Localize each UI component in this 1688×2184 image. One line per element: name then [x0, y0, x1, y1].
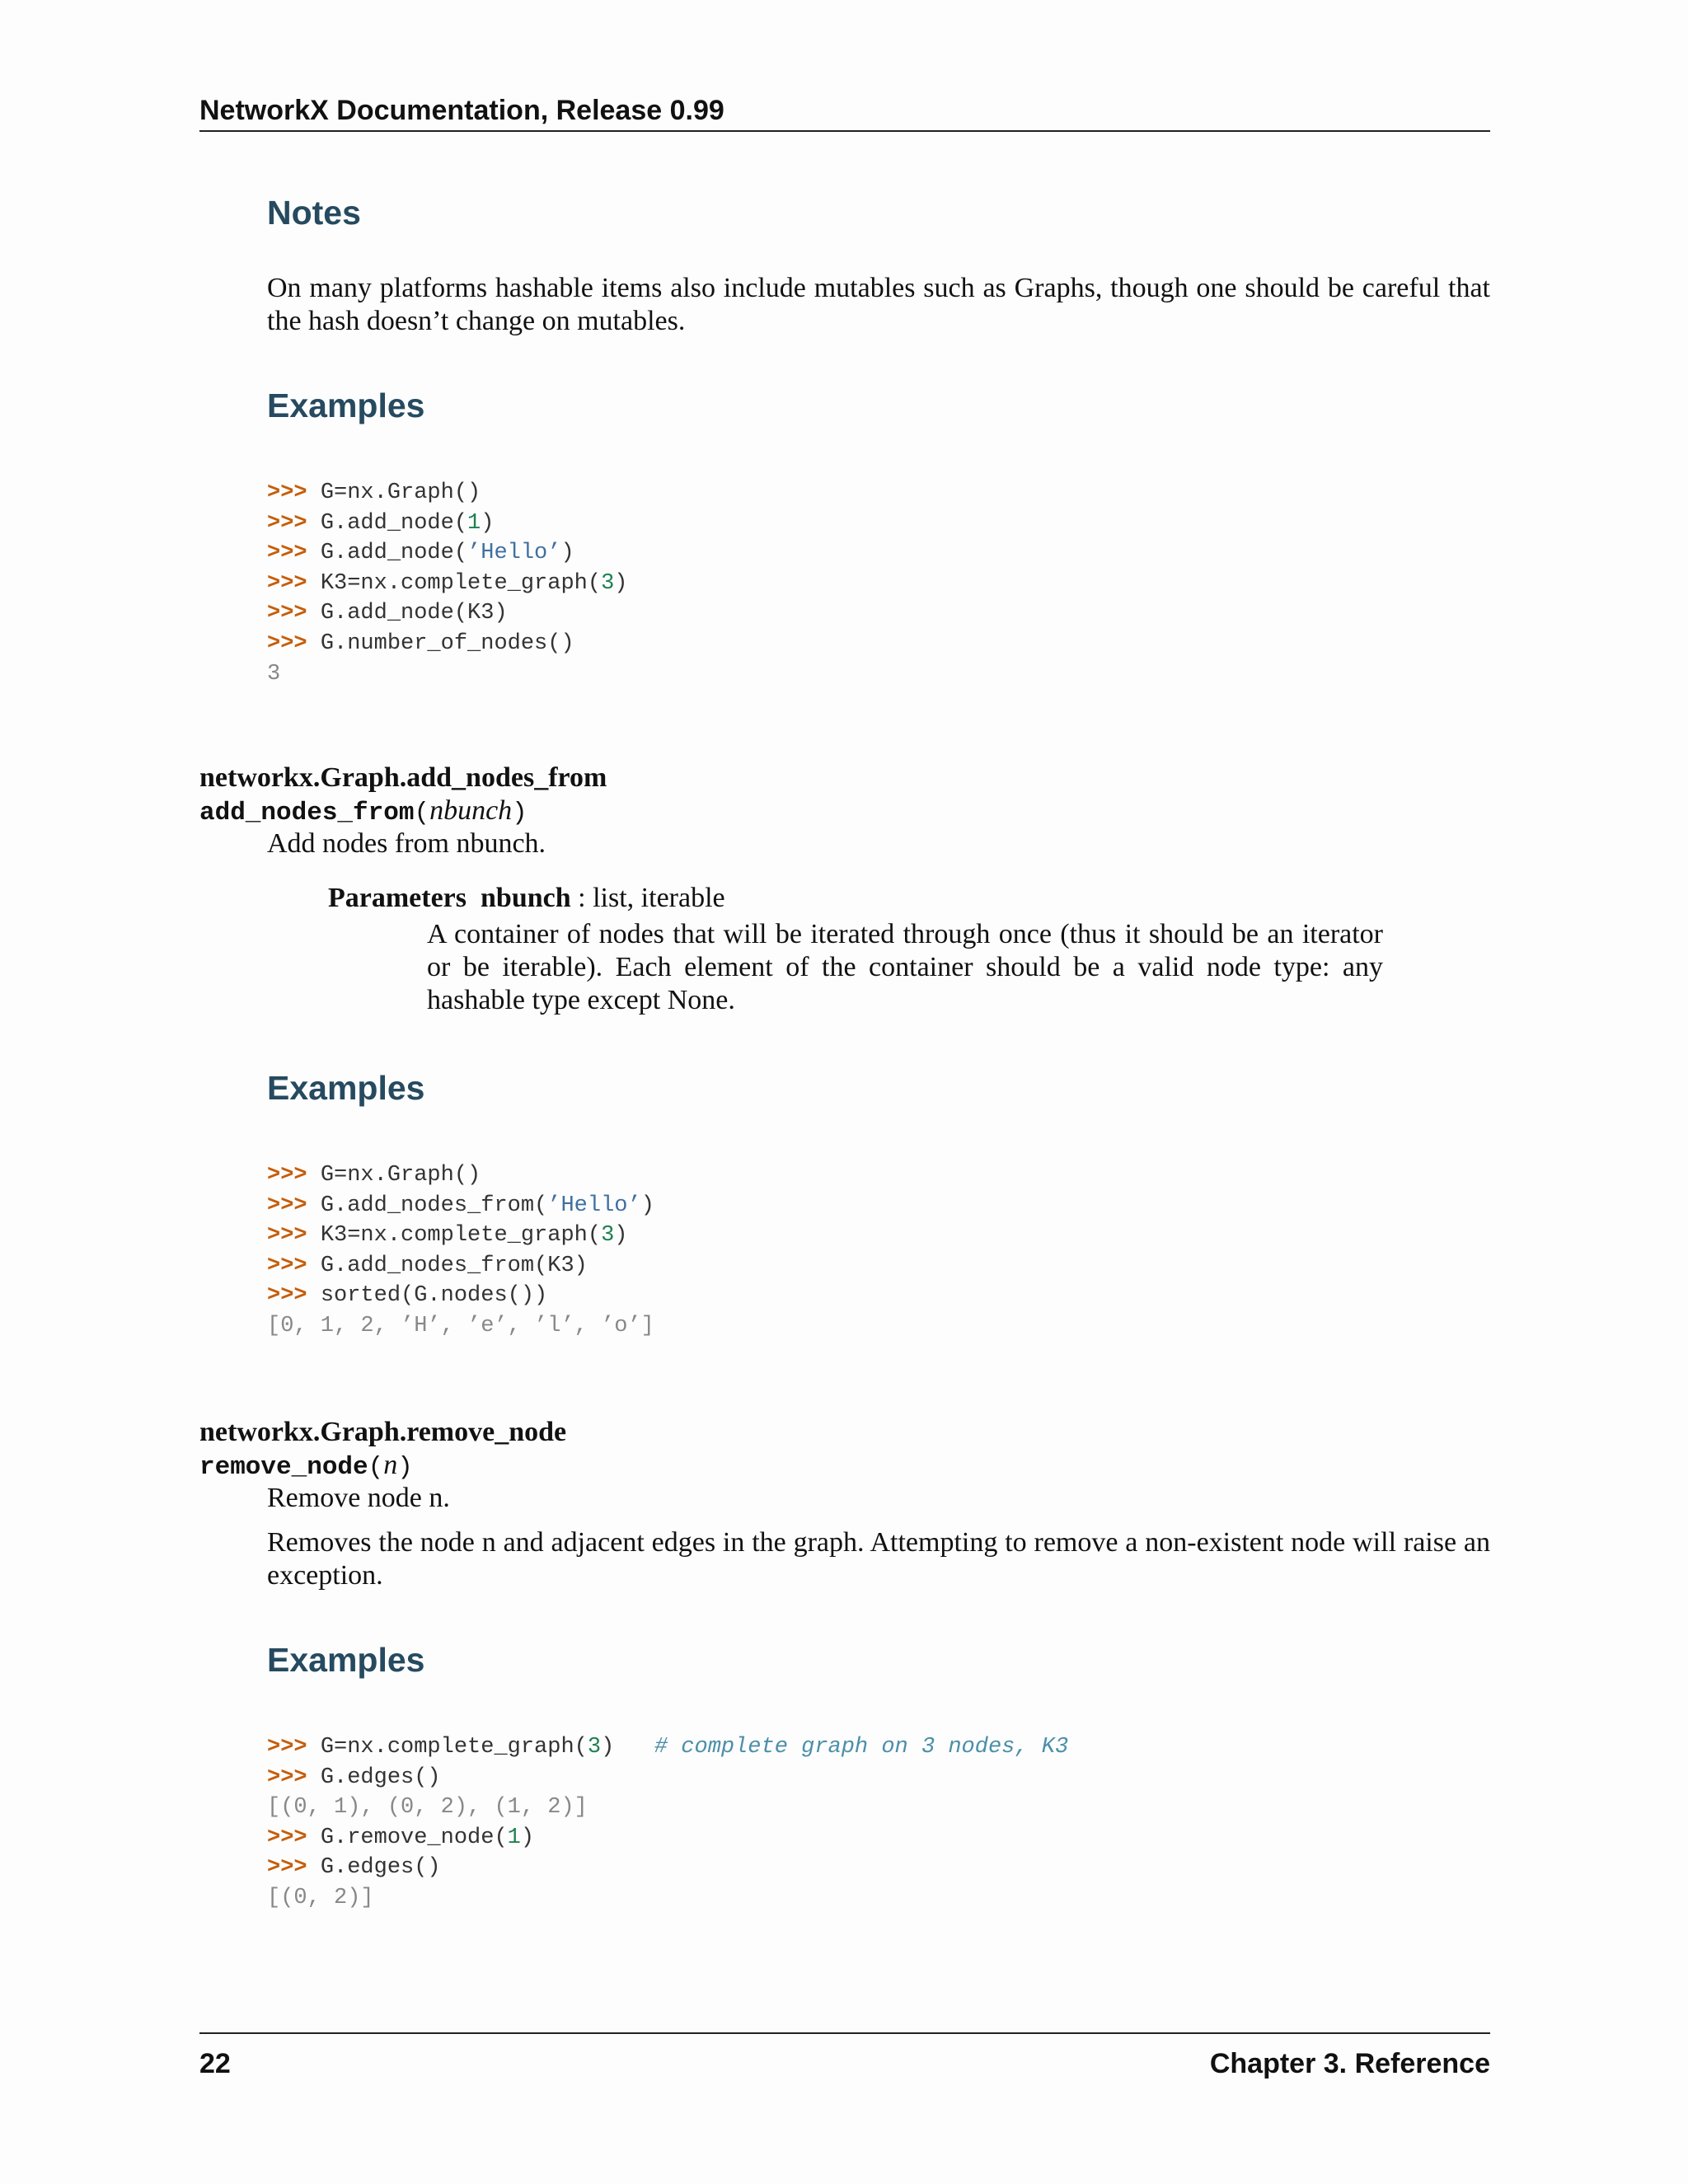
code-prompt: >>>: [267, 570, 321, 596]
code-line: [267, 538, 627, 569]
add-nodes-from-fullname: networkx.Graph.add_nodes_from: [199, 762, 607, 793]
code-token: G.add_node(: [320, 510, 468, 536]
notes-heading: Notes: [267, 194, 361, 232]
code-token: 3: [267, 661, 281, 687]
code-line: [267, 1823, 1068, 1854]
add-nodes-from-signature: [199, 794, 528, 830]
code-line: [267, 1160, 654, 1191]
code-prompt: >>>: [267, 510, 321, 536]
code-token: G.add_nodes_from(K3): [320, 1253, 588, 1278]
code-prompt: >>>: [267, 480, 321, 505]
code-line: [267, 1251, 654, 1282]
code-token: 3: [601, 570, 615, 596]
sig-open-paren: (: [368, 1453, 384, 1482]
parameters-line: [328, 882, 725, 915]
code-line: [267, 1883, 1068, 1914]
code-token: G=nx.complete_graph(: [320, 1735, 588, 1760]
running-footer: [199, 2032, 1490, 2082]
code-token: sorted(G.nodes()): [320, 1283, 548, 1309]
examples-heading-3: Examples: [267, 1641, 425, 1679]
param-type: : list, iterable: [570, 883, 725, 913]
code-token: # complete graph on 3 nodes, K3: [654, 1735, 1069, 1760]
code-line: [267, 1732, 1068, 1763]
code-line: [267, 598, 627, 629]
code-token: 1: [467, 510, 481, 536]
sig-name: remove_node: [199, 1453, 368, 1482]
code-token: 3: [601, 1223, 615, 1249]
code-token: G=nx.Graph(): [320, 1163, 481, 1188]
page-number: 22: [199, 2048, 231, 2079]
code-line: [267, 569, 627, 599]
code-prompt: >>>: [267, 1765, 321, 1790]
code-prompt: >>>: [267, 1163, 321, 1188]
code-token: ): [614, 570, 628, 596]
code-line: [267, 1793, 1068, 1823]
code-line: [267, 1311, 654, 1342]
sig-arg: n: [383, 1450, 398, 1480]
code-token: ): [614, 1223, 628, 1249]
code-prompt: >>>: [267, 630, 321, 656]
header-title: NetworkX Documentation, Release 0.99: [199, 95, 724, 126]
chapter-title: Chapter 3. Reference: [1209, 2048, 1490, 2079]
examples-heading-1: Examples: [267, 387, 425, 424]
remove-node-fullname: networkx.Graph.remove_node: [199, 1417, 567, 1447]
code-token: K3=nx.complete_graph(: [320, 1223, 602, 1249]
code-line: [267, 1281, 654, 1311]
code-token: G=nx.Graph(): [320, 480, 481, 505]
code-token: [(0, 1), (0, 2), (1, 2)]: [267, 1795, 588, 1821]
code-token: 3: [587, 1735, 602, 1760]
code-token: ): [481, 510, 495, 536]
add-nodes-from-summary: Add nodes from nbunch.: [267, 828, 546, 859]
code-token: ): [601, 1735, 654, 1760]
code-token: ’Hello’: [467, 541, 561, 566]
code-line: [267, 1191, 654, 1221]
sig-close-paren: ): [397, 1453, 413, 1482]
remove-node-summary: Remove node n.: [267, 1483, 450, 1513]
parameters-label: Parameters: [328, 883, 467, 913]
code-token: G.add_node(K3): [320, 601, 508, 626]
sig-arg: nbunch: [429, 795, 513, 826]
code-token: ): [640, 1193, 654, 1218]
remove-node-signature: [199, 1449, 413, 1484]
running-header: [199, 92, 1490, 132]
code-token: G.edges(): [320, 1855, 441, 1881]
code-line: [267, 478, 627, 509]
code-line: [267, 1853, 1068, 1883]
code-token: G.add_nodes_from(: [320, 1193, 548, 1218]
code-prompt: >>>: [267, 1735, 321, 1760]
sig-close-paren: ): [512, 799, 528, 827]
notes-text: On many platforms hashable items also include mutables such as Graphs, though one should be careful that the hash doesn’t change on mutables.: [267, 273, 1490, 336]
code-token: ): [520, 1825, 535, 1850]
code-token: G.add_node(: [320, 541, 468, 566]
code-token: [(0, 2)]: [267, 1885, 374, 1910]
code-token: ): [560, 541, 574, 566]
code-prompt: >>>: [267, 1253, 321, 1278]
code-line: [267, 509, 627, 539]
code-token: G.remove_node(: [320, 1825, 508, 1850]
remove-node-description: Removes the node n and adjacent edges in the graph. Attempting to remove a non-existent node will raise an exception.: [267, 1527, 1490, 1591]
code-token: [0, 1, 2, ’H’, ’e’, ’l’, ’o’]: [267, 1313, 654, 1338]
examples-heading-2: Examples: [267, 1069, 425, 1107]
code-line: [267, 659, 627, 690]
code-prompt: >>>: [267, 541, 321, 566]
code-prompt: >>>: [267, 1223, 321, 1249]
code-block-3: [267, 1732, 1068, 1914]
code-prompt: >>>: [267, 1855, 321, 1881]
code-block-1: [267, 478, 627, 689]
code-prompt: >>>: [267, 601, 321, 626]
code-prompt: >>>: [267, 1283, 321, 1309]
code-token: G.edges(): [320, 1765, 441, 1790]
code-line: [267, 1221, 654, 1251]
code-token: ’Hello’: [547, 1193, 641, 1218]
param-description: A container of nodes that will be iterated through once (thus it should be an iterator or be iterable). Each element of the container should be a valid node type: any hashable type except None.: [427, 919, 1383, 1015]
sig-name: add_nodes_from: [199, 799, 415, 827]
code-line: [267, 1763, 1068, 1793]
param-name: nbunch: [481, 883, 571, 913]
code-token: G.number_of_nodes(): [320, 630, 574, 656]
code-prompt: >>>: [267, 1193, 321, 1218]
code-block-2: [267, 1160, 654, 1342]
code-token: 1: [507, 1825, 521, 1850]
code-token: K3=nx.complete_graph(: [320, 570, 602, 596]
code-line: [267, 629, 627, 659]
code-prompt: >>>: [267, 1825, 321, 1850]
sig-open-paren: (: [414, 799, 430, 827]
